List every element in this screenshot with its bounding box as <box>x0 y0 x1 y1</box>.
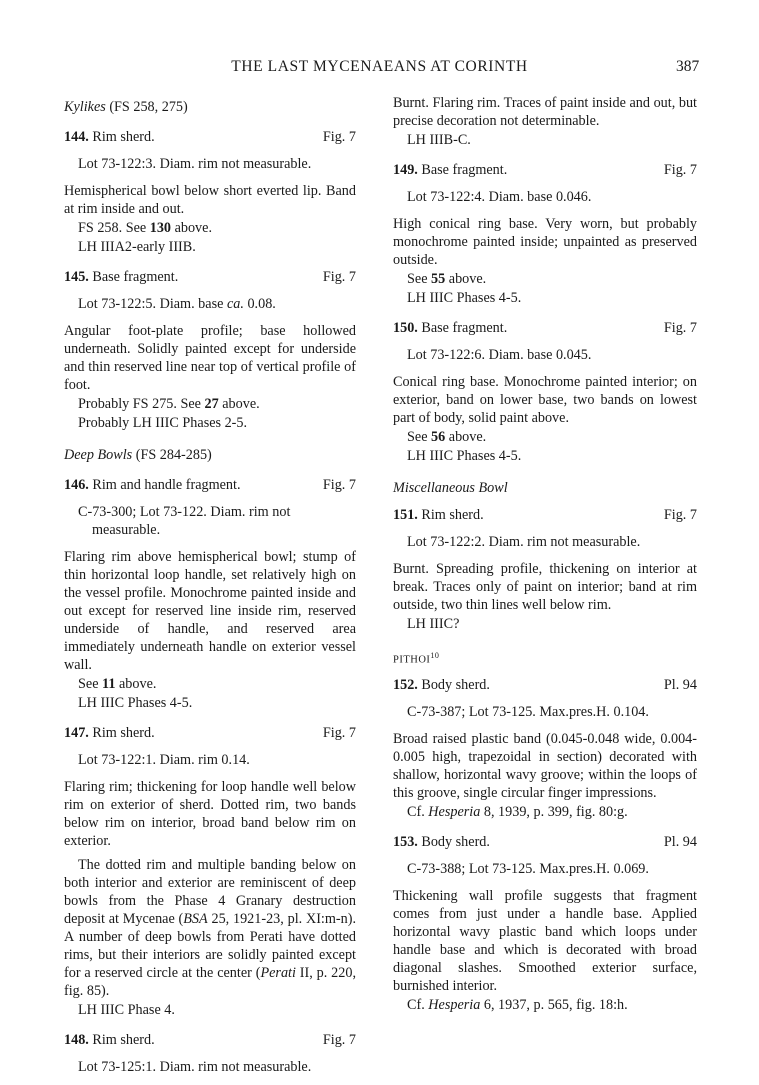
figure-ref: Fig. 7 <box>322 269 356 285</box>
description: Conical ring base. Monochrome painted interior; on exterior, band on lower base, two bands on lowest part of body, solid paint above. <box>393 374 697 426</box>
entry-number: 150. <box>393 320 418 336</box>
catalog-entry-149 <box>393 161 697 307</box>
plate-ref: Pl. 94 <box>663 833 697 850</box>
reference: FS 258. See 130 above. <box>78 220 212 236</box>
lot-line: Lot 73-122:5. Diam. base ca. 0.08. <box>78 296 276 312</box>
entry-number: 153. <box>393 833 418 850</box>
entry-label: Rim and handle fragment. <box>92 477 241 493</box>
plate-ref: Pl. 94 <box>663 676 697 693</box>
section-heading-deep-bowls <box>64 446 356 464</box>
description: Burnt. Flaring rim. Traces of paint inside and out, but precise decoration not determinable. <box>393 95 697 129</box>
description: High conical ring base. Very worn, but probably monochrome painted inside; unpainted as preserved outside. <box>393 216 697 268</box>
section-heading-miscellaneous <box>393 479 697 497</box>
lot-line: Lot 73-122:6. Diam. base 0.045. <box>407 347 592 363</box>
section-title: Kylikes <box>64 99 106 115</box>
entry-header <box>393 676 697 694</box>
figure-ref: Fig. 7 <box>322 725 356 741</box>
comparanda: Cf. Hesperia 6, 1937, p. 565, fig. 18:h. <box>407 996 628 1013</box>
catalog-entry-153 <box>393 833 697 1014</box>
entry-number: 148. <box>64 1032 89 1048</box>
footnote-marker: 10 <box>430 651 440 660</box>
catalog-entry-146 <box>64 476 356 712</box>
description: Flaring rim above hemispherical bowl; stump of thin horizontal loop handle, set relatively high on the vessel profile. Monochrome painted inside and out except for reserved line inside rim, reserved underside of handle, and reserved area immediately underneath handle on exterior vessel wall. <box>64 549 356 673</box>
section-title: Deep Bowls <box>64 447 133 463</box>
dating: LH IIIC Phases 4-5. <box>78 695 193 711</box>
figure-ref: Fig. 7 <box>322 1032 356 1048</box>
catalog-entry-152 <box>393 676 697 821</box>
catalog-entry-148 <box>64 1031 356 1076</box>
lot-line: C-73-300; Lot 73-122. Diam. rim not measurable. <box>78 504 291 538</box>
entry-number: 147. <box>64 725 89 741</box>
section-fs: (FS 258, 275) <box>109 99 188 115</box>
entry-number: 144. <box>64 129 89 145</box>
entry-number: 152. <box>393 676 418 693</box>
entry-header <box>64 128 356 146</box>
lot-line: Lot 73-122:4. Diam. base 0.046. <box>407 189 592 205</box>
entry-label: Rim sherd. <box>421 507 484 523</box>
catalog-entry-145 <box>64 268 356 432</box>
dating: LH IIIC Phases 4-5. <box>407 290 522 306</box>
catalog-entry-147 <box>64 724 356 1019</box>
entry-number: 151. <box>393 507 418 523</box>
description: Thickening wall profile suggests that fragment comes from just under a handle base. Applied horizontal wavy plastic band which loops under handle base and which is decorated with broad diagonal slashes. Smoothed exterior surface, burnished interior. <box>393 887 697 994</box>
entry-label: Body sherd. <box>421 676 490 693</box>
lot-line: Lot 73-122:1. Diam. rim 0.14. <box>78 752 250 768</box>
lot-line: Lot 73-125:1. Diam. rim not measurable. <box>78 1059 312 1075</box>
figure-ref: Fig. 7 <box>663 162 697 178</box>
description: Flaring rim; thickening for loop handle well below rim on exterior of sherd. Dotted rim, two bands below rim on interior, broad band below rim on exterior. <box>64 779 356 849</box>
entry-number: 146. <box>64 477 89 493</box>
discussion: The dotted rim and multiple banding below on both interior and exterior are reminiscent of deep bowls from the Phase 4 Granary destruction deposit at Mycenae (BSA 25, 1921-23, pl. XI:m-n). A number of deep bowls from Perati have dotted rims, but their interiors are solidly painted except for a reserved circle at the center (Perati II, p. 220, fig. 85). <box>64 857 357 999</box>
entry-label: Body sherd. <box>421 833 490 850</box>
catalog-entry-151 <box>393 506 697 633</box>
dating: Probably LH IIIC Phases 2-5. <box>78 415 248 431</box>
description: Burnt. Spreading profile, thickening on interior at break. Traces only of paint on interior; band at rim outside, two thin lines well below rim. <box>393 561 697 613</box>
entry-label: Rim sherd. <box>92 129 155 145</box>
description: Broad raised plastic band (0.045-0.048 wide, 0.004-0.005 high, trapezoidal in section) decorated with shallow, horizontal wavy groove; within the loops of this groove, single circular finger impressions. <box>393 730 697 801</box>
dating: LH IIIB-C. <box>407 132 471 148</box>
entry-label: Rim sherd. <box>92 725 155 741</box>
comparanda: Cf. Hesperia 8, 1939, p. 399, fig. 80:g. <box>407 803 628 820</box>
description: Angular foot-plate profile; base hollowed underneath. Solidly painted except for underside and thin reserved line near top of vertical profile of foot. <box>64 323 356 393</box>
section-title: Miscellaneous Bowl <box>393 480 508 496</box>
reference: Probably FS 275. See 27 above. <box>78 396 260 412</box>
lot-line: C-73-388; Lot 73-125. Max.pres.H. 0.069. <box>407 860 649 877</box>
entry-header <box>64 268 356 286</box>
section-heading-pithoi <box>393 647 697 670</box>
running-header-title: THE LAST MYCENAEANS AT CORINTH <box>231 58 528 75</box>
figure-ref: Fig. 7 <box>663 320 697 336</box>
entry-header <box>393 319 697 337</box>
figure-ref: Fig. 7 <box>663 507 697 523</box>
entry-header <box>393 833 697 851</box>
catalog-entry-148-continued <box>393 94 697 149</box>
entry-number: 145. <box>64 269 89 285</box>
page-number: 387 <box>676 58 700 75</box>
entry-label: Rim sherd. <box>92 1032 155 1048</box>
lot-line: Lot 73-122:2. Diam. rim not measurable. <box>407 534 641 550</box>
lot-line: Lot 73-122:3. Diam. rim not measurable. <box>78 156 312 172</box>
catalog-entry-144 <box>64 128 356 256</box>
catalog-entry-150 <box>393 319 697 465</box>
section-heading-kylikes <box>64 98 356 116</box>
entry-header <box>393 161 697 179</box>
reference: See 11 above. <box>78 676 157 692</box>
figure-ref: Fig. 7 <box>322 477 356 493</box>
entry-label: Base fragment. <box>421 162 508 178</box>
entry-header <box>64 1031 356 1049</box>
figure-ref: Fig. 7 <box>322 129 356 145</box>
entry-header <box>64 476 356 494</box>
dating: LH IIIC Phase 4. <box>78 1002 175 1018</box>
section-title: PITHOI <box>393 654 431 666</box>
section-fs: (FS 284-285) <box>135 447 212 463</box>
dating: LH IIIC Phases 4-5. <box>407 448 522 464</box>
dating: LH IIIA2-early IIIB. <box>78 239 196 255</box>
entry-header <box>393 506 697 524</box>
entry-number: 149. <box>393 162 418 178</box>
entry-header <box>64 724 356 742</box>
reference: See 55 above. <box>407 271 487 287</box>
right-column <box>393 94 697 1014</box>
entry-label: Base fragment. <box>421 320 508 336</box>
reference: See 56 above. <box>407 429 487 445</box>
left-column <box>64 94 356 1085</box>
entry-label: Base fragment. <box>92 269 179 285</box>
lot-line: C-73-387; Lot 73-125. Max.pres.H. 0.104. <box>407 703 649 720</box>
description: Hemispherical bowl below short everted lip. Band at rim inside and out. <box>64 183 356 217</box>
dating: LH IIIC? <box>407 616 460 632</box>
